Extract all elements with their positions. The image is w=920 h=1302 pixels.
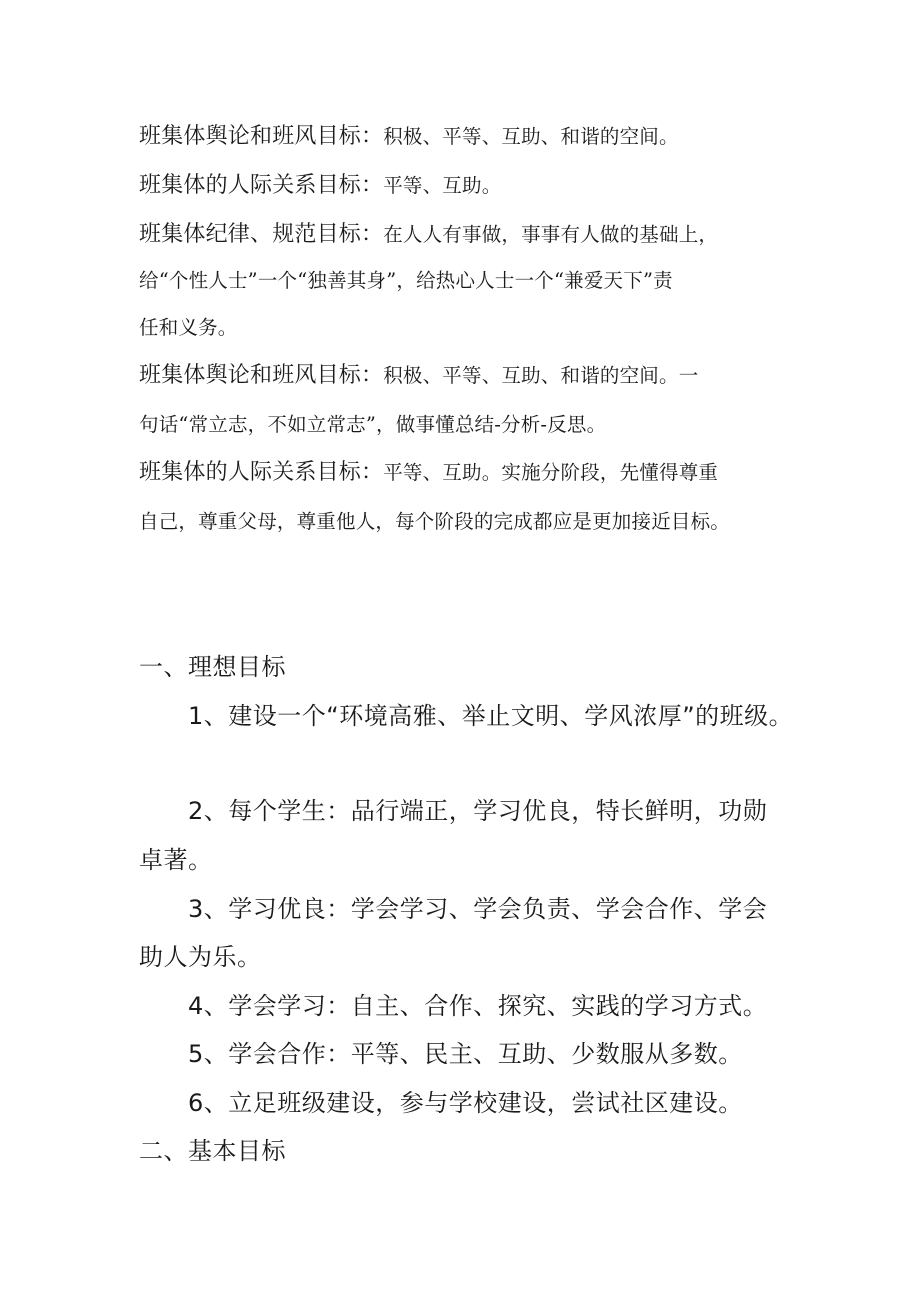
- paragraph-5-line-2: [139, 511, 730, 532]
- list-item-5: 5、学会合作：平等、民主、互助、少数服从多数。: [188, 1040, 743, 1068]
- paragraph-4-line-1: [139, 365, 698, 387]
- paragraph-4-lead: 班集体舆论和班风目标：: [139, 363, 384, 388]
- paragraph-2-rest: 平等、互助。: [383, 174, 502, 197]
- paragraph-5-rest: 平等、互助。实施分阶段，先懂得尊重: [383, 461, 719, 484]
- list-item-2-line-2: 卓著。: [139, 846, 213, 874]
- paragraph-4-rest: 积极、平等、互助、和谐的空间。一: [383, 364, 699, 387]
- heading-basic-goals: 二、基本目标: [139, 1137, 286, 1165]
- paragraph-1-lead: 班集体舆论和班风目标：: [139, 124, 384, 149]
- paragraph-4-line-2-text: 句话“常立志，不如立常志”，做事懂总结-分析-反思。: [139, 413, 607, 436]
- list-item-2-line-1: 2、每个学生：品行端正，学习优良，特长鲜明，功勋: [188, 797, 768, 825]
- paragraph-3-line-2: [139, 270, 673, 291]
- paragraph-3-line-2-text: 给“个性人士”一个“独善其身”，给热心人士一个“兼爱天下”责: [139, 269, 673, 292]
- paragraph-1: [139, 126, 679, 148]
- heading-ideal-goals: 一、理想目标: [139, 653, 286, 681]
- paragraph-5-line-1: [139, 462, 718, 484]
- paragraph-3-line-1: [139, 224, 718, 246]
- paragraph-4-line-2: [139, 414, 606, 435]
- paragraph-5-lead: 班集体的人际关系目标：: [139, 460, 384, 485]
- paragraph-3-rest: 在人人有事做，事事有人做的基础上，: [383, 223, 719, 246]
- paragraph-3-lead: 班集体纪律、规范目标：: [139, 222, 384, 247]
- paragraph-1-rest: 积极、平等、互助、和谐的空间。: [383, 125, 679, 148]
- paragraph-3-line-3-text: 任和义务。: [139, 316, 238, 339]
- list-item-3-line-2: 助人为乐。: [139, 943, 262, 971]
- list-item-1: 1、建设一个“环境高雅、举止文明、学风浓厚”的班级。: [188, 702, 794, 730]
- paragraph-2-lead: 班集体的人际关系目标：: [139, 173, 384, 198]
- list-item-4: 4、学会学习：自主、合作、探究、实践的学习方式。: [188, 992, 768, 1020]
- list-item-3-line-1: 3、学习优良：学会学习、学会负责、学会合作、学会: [188, 895, 768, 923]
- paragraph-3-line-3: [139, 317, 238, 338]
- list-item-6: 6、立足班级建设，参与学校建设，尝试社区建设。: [188, 1089, 743, 1117]
- paragraph-5-line-2-text: 自己，尊重父母，尊重他人，每个阶段的完成都应是更加接近目标。: [139, 510, 731, 533]
- paragraph-2: [139, 175, 501, 197]
